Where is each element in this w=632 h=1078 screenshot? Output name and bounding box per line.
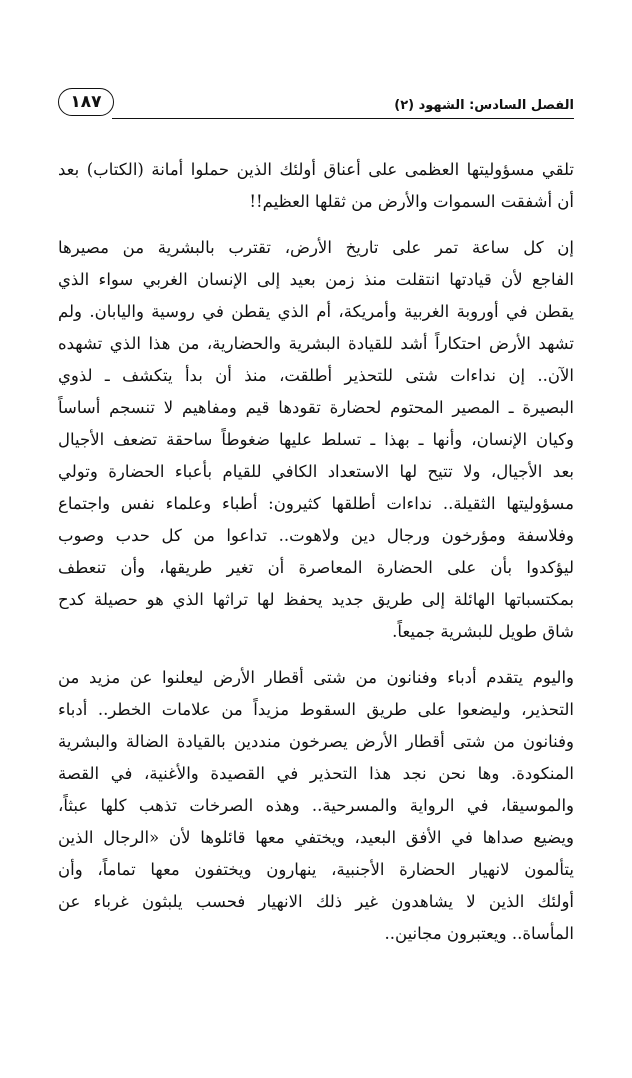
text-line: أن أشفقت السموات والأرض من ثقلها العظيم!! [249,192,574,211]
running-head: الفصل السادس: الشهود (٢) [394,98,574,113]
page-header [58,88,574,124]
text-line: بعد الأجيال، ولا تتيح لها الاستعداد الكافي للقيام بأعباء الحضارة وتولي [58,462,574,481]
text-line: الفاجع لأن قيادتها انتقلت منذ زمن بعيد إلى الإنسان الغربي سواء الذي [58,270,574,289]
page-number: ١٨٧ [58,88,114,116]
paragraph-gap [58,648,574,662]
text-line: البصيرة ـ المصير المحتوم لحضارة تقودها قيم ومفاهيم لا تنسجم أساساً [58,398,574,417]
paragraph-gap [58,218,574,232]
text-line: ليؤكدوا بأن على الحضارة المعاصرة أن تغير طريقها، وأن تنعطف [58,558,574,577]
paragraph-3 [58,662,574,950]
text-line: أولئك الذين لا يشاهدون غير ذلك الانهيار فحسب يلبثون غرباء عن [58,892,574,911]
text-line: التحذير، وليضعوا على طريق السقوط مزيداً من علامات الخطر.. أدباء [58,700,574,719]
text-line: ويضيع صداها في الأفق البعيد، ويختفي معها قائلوها لأن «الرجال الذين [58,828,574,847]
text-line: وكيان الإنسان، وأنها ـ بهذا ـ تسلط عليها ضغوطاً ساحقة تضعف الأجيال [58,430,574,449]
text-line: المنكودة. وها نحن نجد هذا التحذير في القصيدة والأغنية، في القصة [58,764,574,783]
text-line: والموسيقا، في الرواية والمسرحية.. وهذه الصرخات تذهب كلها عبثاً، [58,796,574,815]
body-text [58,154,574,950]
text-line: وفلاسفة ومؤرخون ورجال دين ولاهوت.. تداعوا من كل حدب وصوب [58,526,574,545]
text-line: تلقي مسؤوليتها العظمى على أعناق أولئك الذين حملوا أمانة (الكتاب) بعد [58,160,574,179]
text-line: بمكتسباتها الهائلة إلى طريق جديد يحفظ لها تراثها الذي هو حصيلة كدح [58,590,574,609]
text-line: مسؤوليتها الثقيلة.. نداءات أطلقها كثيرون: أطباء وعلماء نفس واجتماع [58,494,574,513]
text-line: شاق طويل للبشرية جميعاً. [392,622,574,641]
text-line: وفنانون من شتى أقطار الأرض يصرخون منددين بالقيادة الضالة والبشرية [58,732,574,751]
header-rule [112,118,574,119]
text-line: يتألمون لانهيار الحضارة الأجنبية، ينهارون ويختفون معها تماماً، وأن [58,860,574,879]
text-line: واليوم يتقدم أدباء وفنانون من شتى أقطار الأرض ليعلنوا عن مزيد من [58,668,574,687]
paragraph-2 [58,232,574,648]
text-line: الآن.. إن نداءات شتى للتحذير أطلقت، منذ أن بدأ يتكشف ـ لذوي [58,366,574,385]
text-line: المأساة.. ويعتبرون مجانين.. [384,924,574,943]
text-line: يقطن في أوروبة الغربية وأمريكة، أم الذي يقطن في روسية واليابان. ولم [58,302,574,321]
text-line: تشهد الأرض احتكاراً أشد للقيادة البشرية والحضارية، من هذا الذي تشهده [58,334,574,353]
text-line: إن كل ساعة تمر على تاريخ الأرض، تقترب بالبشرية من مصيرها [58,238,574,257]
paragraph-1 [58,154,574,218]
